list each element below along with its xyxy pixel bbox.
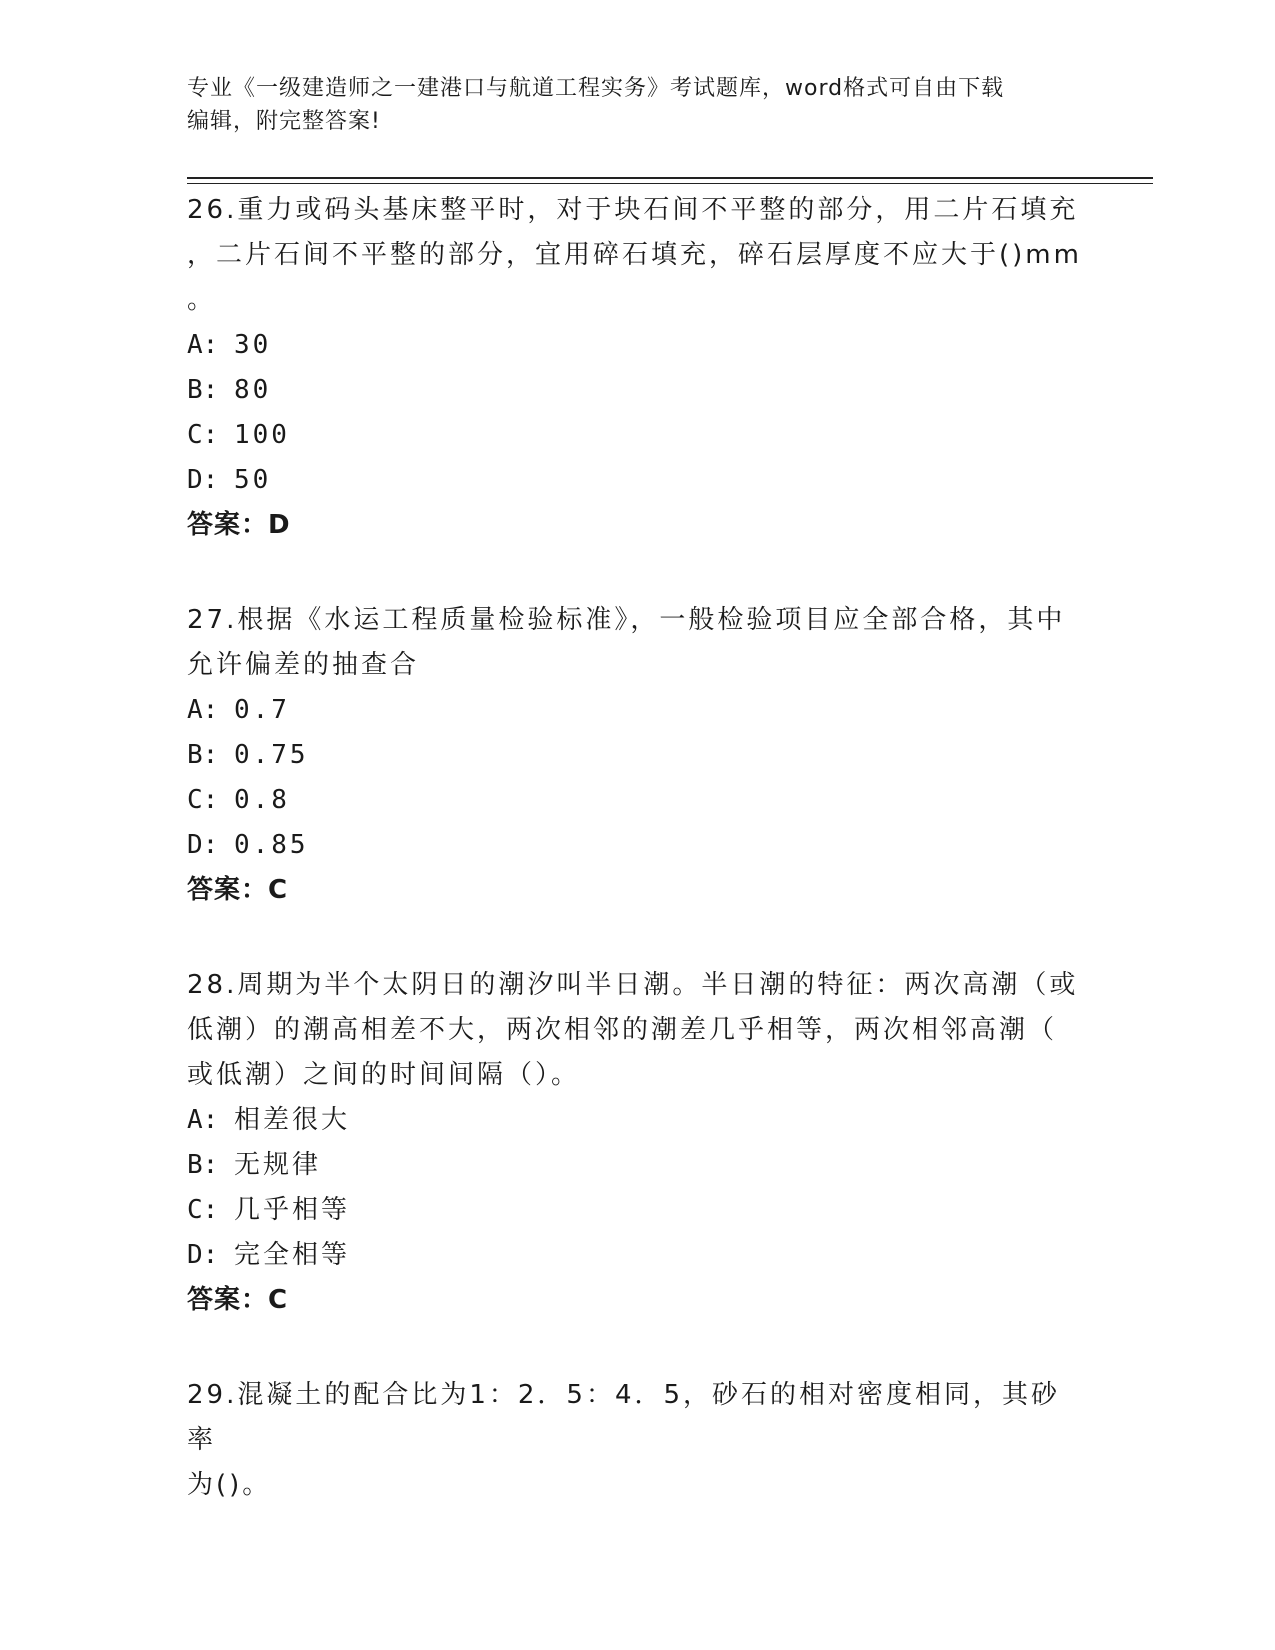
option-d (187, 458, 1087, 503)
option-text: 100 (233, 420, 290, 450)
option-text: 几乎相等 (233, 1195, 350, 1225)
option-label: B: (187, 375, 219, 405)
question-text-line: 或低潮）之间的时间间隔（）。 (187, 1060, 581, 1090)
header-line-1: 专业《一级建造师之一建港口与航道工程实务》考试题库，word格式可自由下载 (187, 76, 1005, 101)
option-text: 0.8 (233, 785, 290, 815)
option-a (187, 1098, 1087, 1143)
option-b (187, 733, 1087, 778)
question-spacer (187, 548, 1087, 598)
header-divider-thin (187, 183, 1153, 184)
option-label: B: (187, 740, 219, 770)
answer: 答案：C (187, 875, 289, 905)
question-text-line: 允许偏差的抽查合 (187, 650, 420, 680)
option-label: D: (187, 465, 219, 495)
question-text-line: 。 (187, 285, 217, 315)
question-text-line: 29.混凝土的配合比为1：2．5：4．5，砂石的相对密度相同，其砂率 (187, 1380, 1061, 1455)
option-text: 80 (233, 375, 272, 405)
option-b (187, 368, 1087, 413)
question-28 (187, 963, 1087, 1323)
option-d (187, 823, 1087, 868)
option-label: C: (187, 785, 219, 815)
option-a (187, 323, 1087, 368)
option-text: 30 (233, 330, 272, 360)
option-c (187, 1188, 1087, 1233)
answer: 答案：C (187, 1285, 289, 1315)
question-text-line: 27.根据《水运工程质量检验标准》，一般检验项目应全部合格，其中 (187, 605, 1066, 635)
question-list (187, 188, 1087, 1508)
option-label: B: (187, 1150, 219, 1180)
option-text: 0.85 (233, 830, 309, 860)
option-label: C: (187, 420, 219, 450)
header-line-2: 编辑，附完整答案! (187, 109, 381, 134)
question-29 (187, 1373, 1087, 1508)
option-text: 0.75 (233, 740, 309, 770)
question-text-line: 为()。 (187, 1470, 272, 1500)
document-header (187, 72, 1067, 138)
option-label: A: (187, 695, 219, 725)
question-spacer (187, 913, 1087, 963)
option-text: 完全相等 (233, 1240, 350, 1270)
option-c (187, 778, 1087, 823)
question-26 (187, 188, 1087, 548)
option-label: A: (187, 330, 219, 360)
question-text-line: 26.重力或码头基床整平时，对于块石间不平整的部分，用二片石填充 (187, 195, 1079, 225)
question-text-line: ，二片石间不平整的部分，宜用碎石填充，碎石层厚度不应大于()mm (187, 240, 1082, 270)
option-d (187, 1233, 1087, 1278)
option-label: D: (187, 1240, 219, 1270)
question-text-line: 28.周期为半个太阴日的潮汐叫半日潮。半日潮的特征：两次高潮（或 (187, 970, 1079, 1000)
option-b (187, 1143, 1087, 1188)
question-spacer (187, 1323, 1087, 1373)
header-divider-thick (187, 177, 1153, 179)
option-label: A: (187, 1105, 219, 1135)
option-a (187, 688, 1087, 733)
option-text: 相差很大 (233, 1105, 350, 1135)
question-27 (187, 598, 1087, 913)
question-text-line: 低潮）的潮高相差不大，两次相邻的潮差几乎相等，两次相邻高潮（ (187, 1015, 1058, 1045)
option-text: 无规律 (233, 1150, 321, 1180)
option-text: 50 (233, 465, 272, 495)
option-label: C: (187, 1195, 219, 1225)
option-c (187, 413, 1087, 458)
answer: 答案：D (187, 510, 291, 540)
option-label: D: (187, 830, 219, 860)
option-text: 0.7 (233, 695, 290, 725)
